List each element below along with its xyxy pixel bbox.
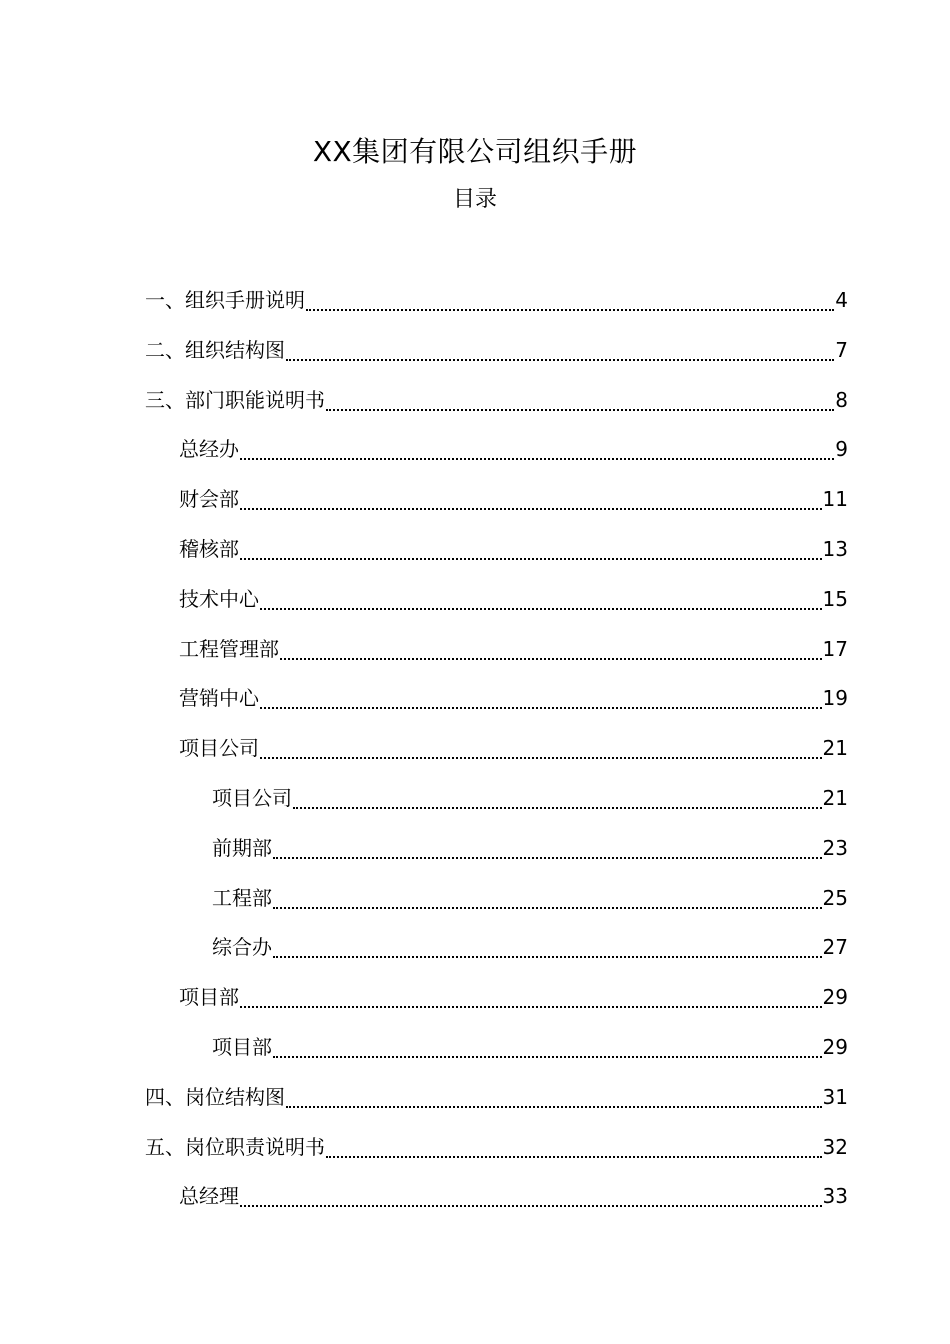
toc-entry-page: 21 xyxy=(822,785,848,810)
toc-entry[interactable] xyxy=(179,980,848,1030)
toc-entry-label: 五、岗位职责说明书 xyxy=(145,1134,325,1159)
toc-entry-label: 二、组织结构图 xyxy=(145,337,285,362)
toc-leader-dots xyxy=(260,582,822,616)
toc-entry-label: 工程管理部 xyxy=(179,636,279,661)
toc-entry-page: 13 xyxy=(822,536,848,561)
toc-entry-page: 7 xyxy=(835,337,848,362)
toc-entry[interactable] xyxy=(145,333,848,383)
toc-entry-page: 8 xyxy=(835,387,848,412)
toc-entry-label: 一、组织手册说明 xyxy=(145,288,305,312)
toc-entry-page: 9 xyxy=(835,437,848,462)
toc-entry-label: 三、部门职能说明书 xyxy=(145,387,325,412)
toc-entry[interactable] xyxy=(179,1179,848,1229)
toc-entry[interactable] xyxy=(179,432,848,482)
toc-leader-dots xyxy=(280,632,822,666)
toc-entry-page: 21 xyxy=(822,736,848,761)
toc-entry[interactable] xyxy=(145,1080,848,1130)
toc-entry-page: 29 xyxy=(822,985,848,1010)
toc-leader-dots xyxy=(326,383,834,417)
toc-entry-page: 15 xyxy=(822,586,848,611)
toc-entry-page: 29 xyxy=(822,1034,848,1059)
toc-heading: 目录 xyxy=(452,187,497,212)
toc-entry-label: 项目部 xyxy=(212,1034,272,1059)
table-of-contents xyxy=(0,283,950,1229)
document-title: XX集团有限公司组织手册 xyxy=(312,135,638,168)
toc-leader-dots xyxy=(273,831,822,865)
toc-entry[interactable] xyxy=(179,482,848,532)
toc-entry-page: 17 xyxy=(822,636,848,661)
toc-entry-label: 总经办 xyxy=(179,437,239,462)
toc-entry-page: 33 xyxy=(822,1184,848,1209)
toc-entry-label: 技术中心 xyxy=(179,586,259,611)
toc-entry[interactable] xyxy=(212,831,848,881)
toc-leader-dots xyxy=(273,930,822,964)
toc-leader-dots xyxy=(240,432,834,466)
toc-entry-label: 前期部 xyxy=(212,835,272,860)
toc-entry[interactable] xyxy=(179,582,848,632)
toc-entry-label: 项目公司 xyxy=(212,785,292,810)
toc-entry-label: 项目公司 xyxy=(179,736,259,761)
toc-entry[interactable] xyxy=(212,1030,848,1080)
toc-entry-page: 25 xyxy=(822,885,848,910)
toc-leader-dots xyxy=(240,1179,822,1213)
toc-leader-dots xyxy=(306,283,834,317)
toc-entry[interactable] xyxy=(212,781,848,831)
toc-entry-label: 项目部 xyxy=(179,985,239,1010)
toc-entry[interactable] xyxy=(212,881,848,931)
toc-entry[interactable] xyxy=(179,731,848,781)
toc-entry-label: 工程部 xyxy=(212,885,272,910)
toc-entry[interactable] xyxy=(145,383,848,433)
toc-entry-page: 4 xyxy=(835,288,848,312)
toc-entry-page: 32 xyxy=(822,1134,848,1159)
toc-entry-label: 营销中心 xyxy=(179,686,259,711)
toc-leader-dots xyxy=(293,781,822,815)
toc-leader-dots xyxy=(240,980,822,1014)
toc-entry-label: 财会部 xyxy=(179,487,239,512)
toc-leader-dots xyxy=(326,1130,822,1164)
toc-leader-dots xyxy=(273,1030,822,1064)
toc-leader-dots xyxy=(286,1080,822,1114)
toc-leader-dots xyxy=(260,731,822,765)
toc-entry[interactable] xyxy=(145,1130,848,1180)
toc-entry[interactable] xyxy=(145,283,848,333)
toc-leader-dots xyxy=(240,482,822,516)
toc-leader-dots xyxy=(260,681,822,715)
toc-entry-page: 27 xyxy=(822,935,848,960)
toc-entry-page: 23 xyxy=(822,835,848,860)
toc-entry[interactable] xyxy=(179,681,848,731)
toc-entry-label: 综合办 xyxy=(212,935,272,960)
toc-leader-dots xyxy=(286,333,834,367)
toc-entry-page: 11 xyxy=(822,487,848,512)
toc-leader-dots xyxy=(240,532,822,566)
toc-entry-label: 四、岗位结构图 xyxy=(145,1084,285,1109)
toc-entry[interactable] xyxy=(179,632,848,682)
toc-entry[interactable] xyxy=(179,532,848,582)
toc-leader-dots xyxy=(273,881,822,915)
toc-entry-page: 31 xyxy=(822,1084,848,1109)
toc-entry-label: 总经理 xyxy=(179,1184,239,1209)
toc-entry[interactable] xyxy=(212,930,848,980)
toc-entry-page: 19 xyxy=(822,686,848,711)
toc-entry-label: 稽核部 xyxy=(179,536,239,561)
